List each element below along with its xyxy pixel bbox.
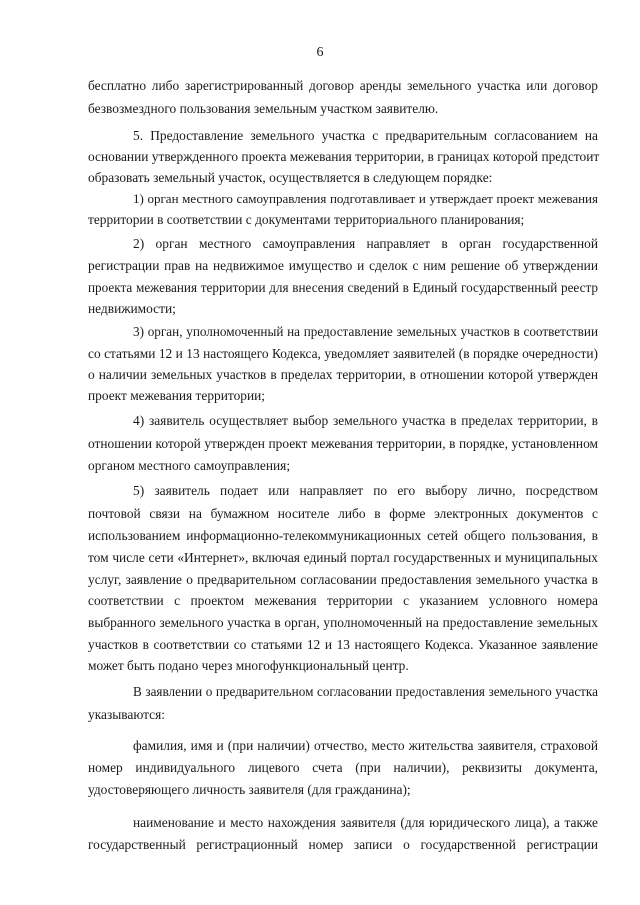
text-line: почтовой связи на бумажном носителе либо в форме электронных документов с	[88, 506, 598, 521]
text-line: выбранного земельного участка в орган, уполномоченный на предоставление земельных	[88, 615, 598, 630]
text-line: 5) заявитель подает или направляет по его выбору лично, посредством	[133, 483, 598, 498]
text-line: государственный регистрационный номер записи о государственной регистрации	[88, 837, 598, 852]
text-line: проекта межевания территории для внесения сведений в Единый государственный реестр	[88, 280, 598, 295]
text-line: о наличии земельных участков в пределах территории, в отношении которой утвержден	[88, 367, 598, 382]
text-line: недвижимости;	[88, 301, 176, 316]
text-line: 5. Предоставление земельного участка с предварительным согласованием на	[133, 128, 598, 143]
text-line: фамилия, имя и (при наличии) отчество, место жительства заявителя, страховой	[133, 738, 598, 753]
text-line: том числе сети «Интернет», включая единый портал государственных и муниципальных	[88, 550, 598, 565]
text-line: использованием информационно-телекоммуникационных сетей общего пользования, в	[88, 528, 598, 543]
text-line: 3) орган, уполномоченный на предоставление земельных участков в соответствии	[133, 324, 598, 339]
text-line: со статьями 12 и 13 настоящего Кодекса, уведомляет заявителей (в порядке очередности)	[88, 346, 598, 361]
text-line: бесплатно либо зарегистрированный договор аренды земельного участка или договор	[88, 78, 598, 93]
text-line: 2) орган местного самоуправления направляет в орган государственной	[133, 236, 598, 251]
text-line: наименование и место нахождения заявителя (для юридического лица), а также	[133, 815, 598, 830]
text-line: услуг, заявление о предварительном согласовании предоставления земельного участка в	[88, 572, 598, 587]
text-line: основании утвержденного проекта межевания территории, в границах которой предстоит	[88, 149, 600, 164]
text-line: соответствии с проектом межевания территории с указанием условного номера	[88, 593, 598, 608]
text-line: отношении которой утвержден проект межевания территории, в порядке, установленном	[88, 436, 598, 451]
page-number: 6	[316, 45, 324, 60]
text-line: проект межевания территории;	[88, 388, 266, 403]
text-line: указываются:	[88, 707, 165, 722]
text-line: органом местного самоуправления;	[88, 458, 291, 473]
text-line: безвозмездного пользования земельным участком заявителю.	[88, 101, 439, 116]
text-line: 4) заявитель осуществляет выбор земельного участка в пределах территории, в	[133, 413, 598, 428]
text-line: удостоверяющего личность заявителя (для гражданина);	[88, 782, 411, 797]
text-line: участков в соответствии со статьями 12 и 13 настоящего Кодекса. Указанное заявление	[88, 637, 598, 652]
text-line: В заявлении о предварительном согласовании предоставления земельного участка	[133, 684, 598, 699]
text-line: 1) орган местного самоуправления подготавливает и утверждает проект межевания	[133, 191, 598, 206]
text-line: регистрации прав на недвижимое имущество и сделок с ним решение об утверждении	[88, 258, 598, 273]
text-line: образовать земельный участок, осуществляется в следующем порядке:	[88, 170, 493, 185]
text-line: может быть подано через многофункциональный центр.	[88, 658, 409, 673]
text-line: номер индивидуального лицевого счета (при наличии), реквизиты документа,	[88, 760, 598, 775]
text-line: территории в соответствии с документами территориального планирования;	[88, 212, 525, 227]
